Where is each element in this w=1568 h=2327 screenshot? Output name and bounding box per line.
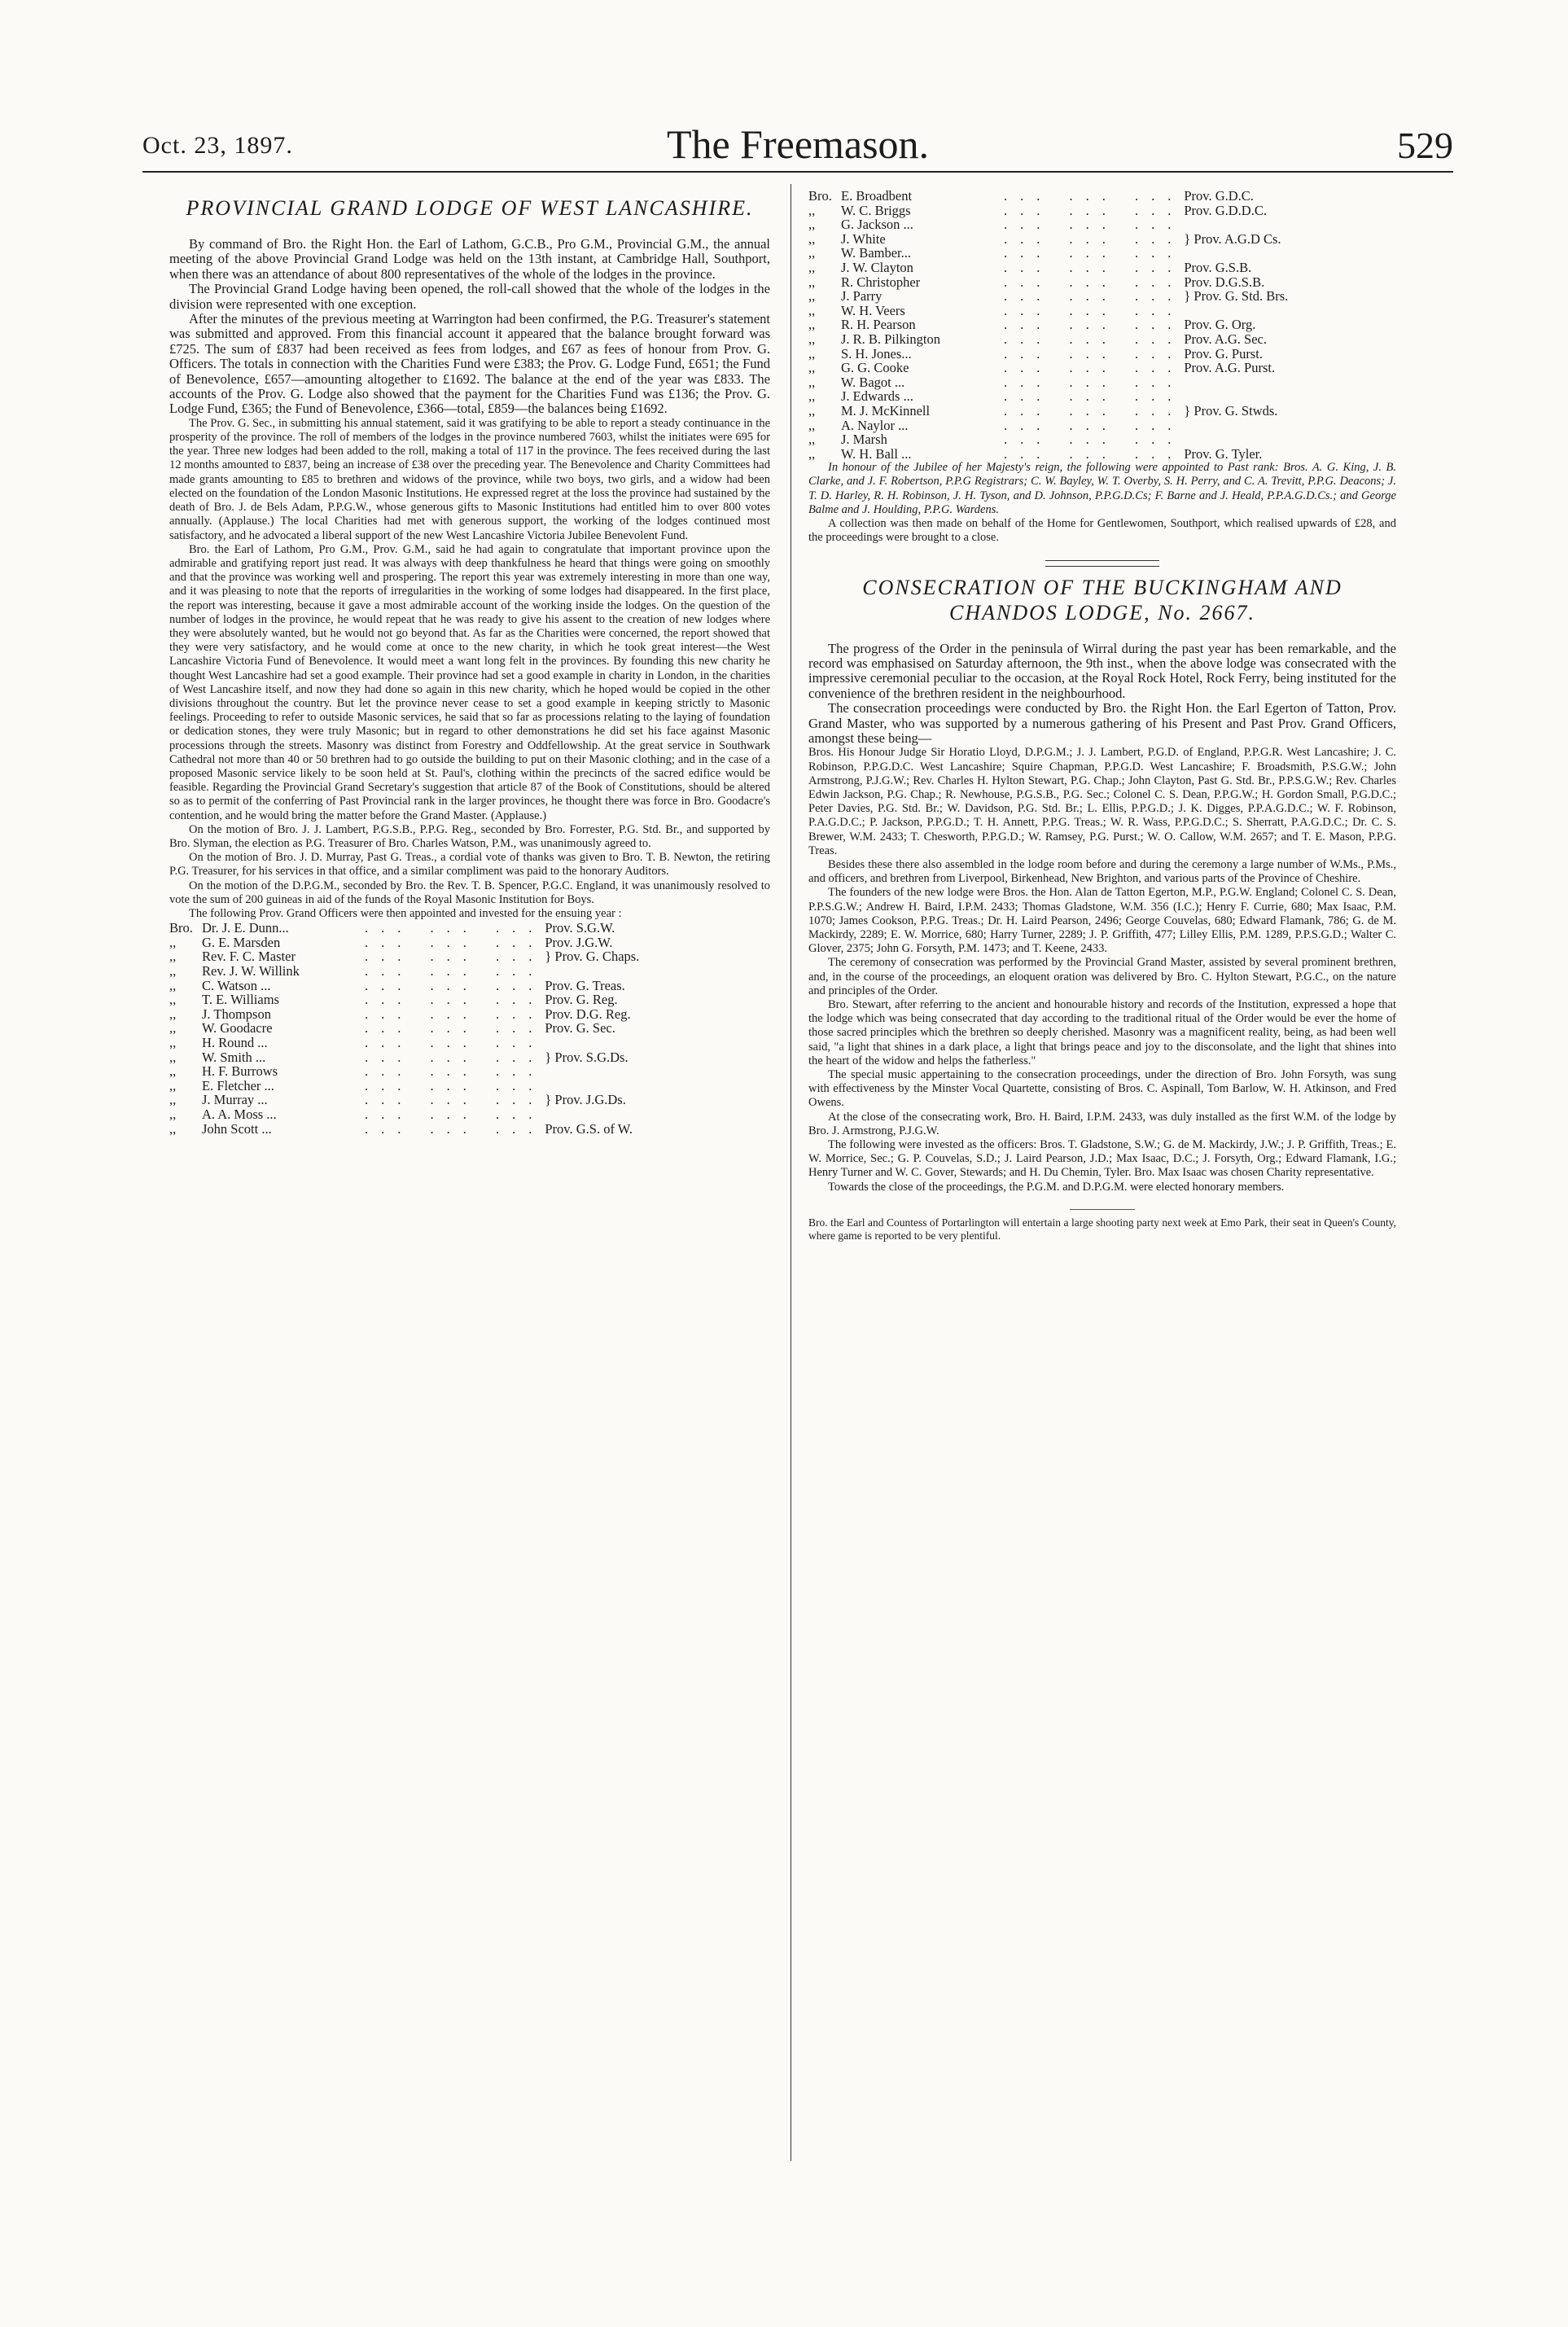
officer-row xyxy=(169,1064,770,1079)
officer-bro: ,, xyxy=(169,1020,177,1036)
officer-row xyxy=(169,1122,770,1137)
officer-bro: ,, xyxy=(808,245,816,261)
officer-bro: ,, xyxy=(808,274,816,290)
officer-bro: ,, xyxy=(169,977,177,993)
header-rule xyxy=(142,171,1453,173)
officer-office: } Prov. J.G.Ds. xyxy=(545,1092,626,1108)
officer-row xyxy=(169,1036,770,1050)
officer-row xyxy=(808,361,1396,375)
officer-name: H. F. Burrows xyxy=(202,1063,278,1080)
officer-office xyxy=(1184,246,1396,261)
officer-row xyxy=(169,979,770,993)
officer-leader: ... ... ... xyxy=(1004,230,1185,247)
officer-leader: ... ... ... xyxy=(1004,202,1185,218)
officer-name: W. Bamber... xyxy=(841,245,912,261)
officer-leader: ... ... ... xyxy=(1004,302,1185,318)
officer-bro: ,, xyxy=(808,374,816,390)
officer-office xyxy=(545,1107,770,1122)
officer-leader: ... ... ... xyxy=(365,1049,545,1065)
article-paragraph: Bro. Stewart, after referring to the ancient and honourable history and records of the Institution, expressed a hope that the lodge which was being consecrated that day according to the traditional ritual of the Order would be ever the home of those sacred principles which the brethren so deeply cherished. Masonry was a magnificent reality, being, as had been well said, "a light that shines in a dark place, a light that brings peace and joy to the disconsolate, and the light that shines into the heart of the widow and helps the fatherless." xyxy=(808,998,1396,1067)
officer-office xyxy=(545,1079,770,1093)
article-paragraph: Bro. the Earl of Lathom, Pro G.M., Prov. G.M., said he had again to congratulate that important province upon the admirable and gratifying report just read. It was always with deep thankfulness he heard that things were going on smoothly and that the province was working well and prospering. The report this year was extremely interesting in more than one way, and it was pleasing to note that the reports of irregularities in the working of some lodges had disappeared. In the first place, the report was interesting, because it gave a most admirable account of the working inside the lodges. On the question of the number of lodges in the province, he would repeat that he was ready to give his assent to the creation of new lodges where they were absolutely wanted, but he would not go beyond that. As far as the Charities were concerned, the report showed that they were very satisfactory, and he would come at once to the new charity, in which he took great interest—the West Lancashire Victoria Fund of Benevolence. It would meet a want long felt in the provinces. By founding this new charity he thought West Lancashire had set a good example. Their province had set a good example in charity in London, in the charities of West Lancashire itself, and now they had done so again in this new charity, which he hoped would be copied in the other divisions throughout the country. But let the province never cease to set a good example in keeping strictly to Masonic feelings. Proceeding to refer to outside Masonic services, he said that so far as processions relating to the laying of foundation or dedication stones, they were truly Masonic; but in regard to other demonstrations he did set his face against Masonic processions through the streets. Masonry was distinct from Forestry and Oddfellowship. At the great service in Southwark Cathedral not more than 40 or 50 brethren had to go outside the building to put on their Masonic clothing; and in the case of a proposed Masonic service likely to be soon held at St. Paul's, clothing within the precincts of the sacred edifice would be feasible. Regarding the Provincial Grand Secretary's suggestion that article 87 of the Book of Constitutions, should be altered so as to permit of the conferring of Past Provincial rank in the larger provinces, he thought there was force in Bro. Goodacre's contention, and he would bring the matter before the Grand Master. (Applause.) xyxy=(169,542,770,822)
officer-bro: Bro. xyxy=(808,188,832,204)
officer-leader: ... ... ... xyxy=(1004,432,1185,448)
officer-name: John Scott ... xyxy=(202,1120,272,1137)
officer-bro: ,, xyxy=(808,345,816,362)
officer-name: W. Smith ... xyxy=(202,1049,266,1065)
officer-leader: ... ... ... xyxy=(1004,331,1185,347)
officer-bro: ,, xyxy=(808,302,816,318)
officer-bro: ,, xyxy=(169,1063,177,1080)
article-paragraph: The special music appertaining to the consecration proceedings, under the direction of Bro. John Forsyth, was sung with effectiveness by the Minster Vocal Quartette, consisting of Bros. C. Aspinall, Tom Barlow, W. H. Atkinson, and Fred Owens. xyxy=(808,1068,1396,1110)
article-headline-consecration: CONSECRATION OF THE BUCKINGHAM AND CHANDOS LODGE, No. 2667. xyxy=(862,575,1342,624)
officer-bro: ,, xyxy=(808,230,816,247)
officer-row xyxy=(169,1107,770,1122)
officer-office: Prov. G. Treas. xyxy=(545,977,625,993)
officer-leader: ... ... ... xyxy=(365,1120,545,1137)
article-paragraph: Besides these there also assembled in the lodge room before and during the ceremony a large number of W.Ms., P.Ms., and officers, and brethren from Liverpool, Birkenhead, New Brighton, and various parts of the Province of Cheshire. xyxy=(808,857,1396,886)
officer-bro: ,, xyxy=(808,360,816,376)
officer-name: J. W. Clayton xyxy=(841,259,913,275)
officer-name: A. A. Moss ... xyxy=(202,1106,277,1122)
officer-leader: ... ... ... xyxy=(365,949,545,965)
right-column xyxy=(808,189,1396,1242)
officer-row xyxy=(169,1079,770,1093)
officer-office xyxy=(545,1036,770,1050)
officer-row xyxy=(808,189,1396,204)
officer-office: } Prov. G. Stwds. xyxy=(1184,402,1278,419)
officer-row xyxy=(169,1050,770,1065)
officer-bro: ,, xyxy=(808,432,816,448)
officer-leader: ... ... ... xyxy=(365,992,545,1008)
officer-row xyxy=(169,936,770,950)
officer-bro: ,, xyxy=(169,1049,177,1065)
officer-name: J. Parry xyxy=(841,288,883,305)
officer-office xyxy=(1184,419,1396,433)
officer-bro: ,, xyxy=(808,259,816,275)
officer-name: G. G. Cooke xyxy=(841,360,909,376)
officer-office: Prov. G. Reg. xyxy=(545,992,618,1008)
officer-office: Prov. G.D.C. xyxy=(1184,188,1254,204)
officer-bro: ,, xyxy=(169,934,177,950)
officer-row xyxy=(169,949,770,964)
officer-bro: ,, xyxy=(808,317,816,333)
officer-leader: ... ... ... xyxy=(1004,445,1185,462)
officer-row xyxy=(808,304,1396,318)
officer-office: Prov. G. Tyler. xyxy=(1184,445,1263,462)
officers-table-continued xyxy=(808,189,1396,461)
officer-leader: ... ... ... xyxy=(1004,317,1185,333)
officer-row xyxy=(808,318,1396,332)
officer-bro: ,, xyxy=(169,1006,177,1022)
article-paragraph: The Provincial Grand Lodge having been opened, the roll-call showed that the whole of the lodges in the division were represented with one exception. xyxy=(169,281,770,312)
officer-office: } Prov. S.G.Ds. xyxy=(545,1049,629,1065)
officer-office: } Prov. A.G.D Cs. xyxy=(1184,230,1281,247)
officer-bro: ,, xyxy=(808,288,816,305)
officer-office xyxy=(545,964,770,979)
officer-bro: ,, xyxy=(808,331,816,347)
officer-row xyxy=(169,1021,770,1036)
officer-name: J. Thompson xyxy=(202,1006,271,1022)
article-paragraph: The founders of the new lodge were Bros. the Hon. Alan de Tatton Egerton, M.P., P.G.W. England; Colonel C. S. Dean, P.P.S.G.W.; Andrew H. Baird, I.P.M. 2433; Thomas Gladstone, W.M. 356 (I.C.); Henry F. Currie, 680; Max Isaac, P.M. 1070; James Cookson, P.P.G. Treas.; Dr. H. Laird Pearson, 2496; George Couvelas, 680; Edward Flamank, 786; G. de M. Mackirdy, 2289; E. W. Morrice, 680; Harry Turner, 2289; J. P. Griffith, 477; Lilley Ellis, P.M. 1289, P.P.S.G.D.; Walter C. Glover, 2375; John G. Forsyth, P.M. 1473; and T. Keene, 2433. xyxy=(808,886,1396,956)
officer-bro: ,, xyxy=(169,949,177,965)
officer-name: E. Broadbent xyxy=(841,188,913,204)
officer-leader: ... ... ... xyxy=(365,934,545,950)
officer-leader: ... ... ... xyxy=(1004,259,1185,275)
officer-name: J. Edwards ... xyxy=(841,388,913,405)
article-paragraph: The Prov. G. Sec., in submitting his annual statement, said it was gratifying to be able to report a steady continuance in the prosperity of the province. The roll of members of the lodges in the province numbered 7603, whilst the initiates were 695 for the year. Three new lodges had been added to the roll, making a total of 117 in the province. The fees received during the last 12 months amounted to £837, being an increase of £38 over the preceding year. The Benevolence and Charity Committees had made grants amounting to £85 to brethren and widows of the province, while two boys, two girls, and a widow had been elected on the foundation of the London Masonic Institutions. He expressed regret at the loss the province had sustained by the death of Bro. J. de Bels Adam, P.P.G.W., whose generous gifts to Masonic Institutions had entitled him to over 800 votes annually. (Applause.) The local Charities had met with generous support, the working of the lodges continued most satisfactory, and he advocated a liberal support of the new West Lancashire Victoria Jubilee Benevolent Fund. xyxy=(169,416,770,542)
article-paragraph: The ceremony of consecration was performed by the Provincial Grand Master, assisted by several prominent brethren, and, in the course of the proceedings, an eloquent oration was delivered by Bro. C. Hylton Stewart, P.G.C., on the nature and principles of the Order. xyxy=(808,956,1396,997)
officer-row xyxy=(808,432,1396,447)
officer-office xyxy=(1184,375,1396,390)
officer-leader: ... ... ... xyxy=(365,1092,545,1108)
officer-office xyxy=(545,1064,770,1079)
officer-leader: ... ... ... xyxy=(1004,217,1185,233)
officer-office xyxy=(1184,432,1396,447)
article-paragraph: At the close of the consecrating work, Bro. H. Baird, I.P.M. 2433, was duly installed as the first W.M. of the lodge by Bro. J. Armstrong, P.J.G.W. xyxy=(808,1110,1396,1137)
officer-bro: Bro. xyxy=(169,920,193,936)
officer-bro: ,, xyxy=(169,1092,177,1108)
officer-office xyxy=(1184,304,1396,318)
article-paragraph: In honour of the Jubilee of her Majesty's reign, the following were appointed to Past rank: Bros. A. G. King, J. B. Clarke, and J. F. Robertson, P.P.G Registrars; C. W. Bayley, W. T. Overby, S. H. Perry, and C. A. Trevitt, P.P.G. Deacons; J. T. D. Harley, R. H. Robinson, J. H. Tyson, and D. Johnson, P.P.G.D.Cs; F. Barne and J. Heald, P.P.A.G.D.Cs.; and George Balme and J. Houlding, P.P.G. Wardens. xyxy=(808,461,1396,516)
officer-row xyxy=(808,332,1396,347)
officer-name: C. Watson ... xyxy=(202,977,271,993)
officer-office: Prov. S.G.W. xyxy=(545,920,615,936)
officer-leader: ... ... ... xyxy=(1004,388,1185,405)
officer-office xyxy=(1184,389,1396,404)
officer-leader: ... ... ... xyxy=(1004,374,1185,390)
officer-name: G. E. Marsden xyxy=(202,934,281,950)
officer-leader: ... ... ... xyxy=(365,977,545,993)
article-headline-provincial-grand-lodge: PROVINCIAL GRAND LODGE OF WEST LANCASHIRE. xyxy=(186,196,754,220)
officer-row xyxy=(808,232,1396,247)
officer-name: E. Fletcher ... xyxy=(202,1077,274,1093)
officer-leader: ... ... ... xyxy=(1004,360,1185,376)
officer-name: J. White xyxy=(841,230,886,247)
officer-bro: ,, xyxy=(808,417,816,433)
officer-bro: ,, xyxy=(808,445,816,462)
officer-bro: ,, xyxy=(169,962,177,979)
officer-leader: ... ... ... xyxy=(365,1006,545,1022)
attendees-list: Bros. His Honour Judge Sir Horatio Lloyd, D.P.G.M.; J. J. Lambert, P.G.D. of England, P.P.G.R. West Lancashire; J. C. Robinson, P.P.G.D.C. West Lancashire; Squire Chapman, P.P.G.D. West Lancashire; F. Broadsmith, P.S.G.W.; John Armstrong, P.J.G.W.; Rev. Charles H. Hylton Stewart, P.G. Chap.; John Clayton, Past G. Std. Br., P.P.S.G.W.; Rev. Charles Edwin Jackson, P.G. Chap.; R. Newhouse, P.G.S.B., P.G. Sec.; Colonel C. S. Dean, P.P.G.W.; H. Gordon Small, P.G.D.C.; Peter Davies, P.G. Std. Br.; W. Davidson, P.G. Std. Br.; L. Ellis, P.P.G.D.; J. K. Digges, P.P.A.G.D.C.; W. F. Robinson, P.A.G.D.C.; P. Jackson, P.P.G.D.; T. H. Annett, P.P.G. Treas.; W. R. Wass, P.P.G.D.C.; S. Sherratt, P.A.G.D.C.; Dr. C. S. Brewer, W.M. 2433; T. Chesworth, P.P.G.D.; W. Ramsey, P.G. Purst.; W. O. Callow, W.M. 2657; and T. E. Mason, P.P.G. Treas. xyxy=(808,746,1396,857)
officer-office xyxy=(1184,217,1396,232)
officer-office: } Prov. G. Std. Brs. xyxy=(1184,288,1289,305)
officer-leader: ... ... ... xyxy=(1004,274,1185,290)
officer-office: Prov. J.G.W. xyxy=(545,934,613,950)
officer-leader: ... ... ... xyxy=(1004,417,1185,433)
officer-office: Prov. A.G. Sec. xyxy=(1184,331,1267,347)
officer-name: Rev. J. W. Willink xyxy=(202,962,300,979)
officer-row xyxy=(808,289,1396,304)
officer-name: W. C. Briggs xyxy=(841,202,911,218)
officer-name: H. Round ... xyxy=(202,1034,268,1050)
officer-name: G. Jackson ... xyxy=(841,217,913,233)
officer-leader: ... ... ... xyxy=(1004,402,1185,419)
left-column xyxy=(169,189,770,1136)
officer-row xyxy=(808,404,1396,419)
officer-bro: ,, xyxy=(169,992,177,1008)
officer-bro: ,, xyxy=(169,1106,177,1122)
officer-name: W. Bagot ... xyxy=(841,374,905,390)
officer-name: W. Goodacre xyxy=(202,1020,273,1036)
officer-office: Prov. D.G.S.B. xyxy=(1184,274,1265,290)
officer-row xyxy=(169,1093,770,1107)
officer-bro: ,, xyxy=(808,202,816,218)
section-divider xyxy=(1045,560,1159,567)
officer-row xyxy=(169,1007,770,1022)
officer-leader: ... ... ... xyxy=(1004,188,1185,204)
officer-leader: ... ... ... xyxy=(1004,245,1185,261)
article-paragraph: On the motion of the D.P.G.M., seconded by Bro. the Rev. T. B. Spencer, P.G.C. England, it was unanimously resolved to vote the sum of 200 guineas in aid of the funds of the Royal Masonic Institution for Boys. xyxy=(169,879,770,906)
officer-row xyxy=(808,204,1396,218)
officer-leader: ... ... ... xyxy=(365,920,545,936)
officer-row xyxy=(808,389,1396,404)
officer-name: J. R. B. Pilkington xyxy=(841,331,940,347)
officer-leader: ... ... ... xyxy=(365,1106,545,1122)
officer-name: A. Naylor ... xyxy=(841,417,909,433)
officer-leader: ... ... ... xyxy=(1004,288,1185,305)
officer-row xyxy=(808,419,1396,433)
officer-bro: ,, xyxy=(808,388,816,405)
officer-bro: ,, xyxy=(808,402,816,419)
officer-row xyxy=(808,347,1396,362)
article-paragraph: The following were invested as the officers: Bros. T. Gladstone, S.W.; G. de M. Mackirdy, J.W.; J. P. Griffith, Treas.; E. W. Morrice, Sec.; G. P. Couvelas, S.D.; J. Laird Pearson, J.D.; Max Isaac, D.C.; J. Forsyth, Org.; Edward Flamank, I.G.; Henry Turner and W. C. Gover, Stewards; and H. Du Chemin, Tyler. Bro. Max Isaac was chosen Charity representative. xyxy=(808,1138,1396,1180)
officer-leader: ... ... ... xyxy=(365,1034,545,1050)
article-paragraph: On the motion of Bro. J. D. Murray, Past G. Treas., a cordial vote of thanks was given to Bro. T. B. Newton, the retiring P.G. Treasurer, for his services in that office, and a similar compliment was paid to the honorary Auditors. xyxy=(169,851,770,879)
article-paragraph: After the minutes of the previous meeting at Warrington had been confirmed, the P.G. Treasurer's statement was submitted and approved. From this financial account it appeared that the balance brought forward was £725. The sum of £837 had been received as fees from lodges, and £67 as fees of honour from Prov. G. Officers. The totals in connection with the Charities Fund were £383; the Prov. G. Lodge Fund, £651; the Fund of Benevolence, £657—amounting altogether to £1692. The balance at the end of the year was £833. The accounts of the Prov. G. Lodge also showed that the payment for the Charities Fund was £136; the Prov. G. Lodge Fund, £365; the Fund of Benevolence, £366—total, £859—the balances being £1692. xyxy=(169,311,770,417)
officer-office: Prov. G. Org. xyxy=(1184,317,1256,333)
page-number: 529 xyxy=(1397,125,1453,166)
officer-name: S. H. Jones... xyxy=(841,345,912,362)
officer-office: Prov. G.S.B. xyxy=(1184,259,1252,275)
article-paragraph: The progress of the Order in the peninsula of Wirral during the past year has been remarkable, and the record was emphasised on Saturday afternoon, the 9th inst., when the above lodge was consecrated with the impressive ceremonial peculiar to the occasion, at the Royal Rock Hotel, Rock Ferry, being instituted for the convenience of the brethren resident in the neighbourhood. xyxy=(808,640,1396,701)
officer-bro: ,, xyxy=(808,217,816,233)
officer-office: Prov. G.D.D.C. xyxy=(1184,202,1267,218)
masthead xyxy=(142,121,1453,169)
officer-row xyxy=(808,447,1396,462)
article-paragraph: On the motion of Bro. J. J. Lambert, P.G.S.B., P.P.G. Reg., seconded by Bro. Forrester, P.G. Std. Br., and supported by Bro. Slyman, the election as P.G. Treasurer of Bro. Charles Watson, P.M., was unanimously agreed to. xyxy=(169,822,770,850)
officer-office: Prov. G.S. of W. xyxy=(545,1120,633,1137)
officer-name: W. H. Ball ... xyxy=(841,445,912,462)
officer-name: R. Christopher xyxy=(841,274,921,290)
officer-bro: ,, xyxy=(169,1034,177,1050)
officer-name: R. H. Pearson xyxy=(841,317,916,333)
officer-row xyxy=(169,993,770,1007)
officer-name: W. H. Veers xyxy=(841,302,905,318)
officer-row xyxy=(169,964,770,979)
officer-bro: ,, xyxy=(169,1077,177,1093)
officer-row xyxy=(808,246,1396,261)
officer-row xyxy=(808,375,1396,390)
article-paragraph: By command of Bro. the Right Hon. the Earl of Lathom, G.C.B., Pro G.M., Provincial G.M., the annual meeting of the above Provincial Grand Lodge was held on the 13th instant, at Cambridge Hall, Southport, when there was an attendance of about 800 representatives of the whole of the lodges in the province. xyxy=(169,236,770,282)
officer-office: Prov. G. Purst. xyxy=(1184,345,1263,362)
officer-office: Prov. A.G. Purst. xyxy=(1184,360,1276,376)
officer-bro: ,, xyxy=(169,1120,177,1137)
newspaper-title: The Freemason. xyxy=(666,121,930,167)
note-divider xyxy=(1070,1209,1135,1210)
officer-name: Rev. F. C. Master xyxy=(202,949,296,965)
article-paragraph: The consecration proceedings were conducted by Bro. the Right Hon. the Earl Egerton of Tatton, Prov. Grand Master, who was supported by a numerous gathering of his Present and Past Prov. Grand Officers, amongst these being— xyxy=(808,700,1396,746)
officer-leader: ... ... ... xyxy=(365,1020,545,1036)
officer-office: Prov. G. Sec. xyxy=(545,1020,615,1036)
officer-leader: ... ... ... xyxy=(1004,345,1185,362)
officer-row xyxy=(808,261,1396,275)
officer-name: T. E. Williams xyxy=(202,992,279,1008)
officer-name: J. Marsh xyxy=(841,432,887,448)
officer-name: Dr. J. E. Dunn... xyxy=(202,920,289,936)
officer-row xyxy=(169,921,770,936)
officer-office: } Prov. G. Chaps. xyxy=(545,949,640,965)
officers-table xyxy=(169,921,770,1136)
officer-office: Prov. D.G. Reg. xyxy=(545,1006,631,1022)
article-paragraph: The following Prov. Grand Officers were then appointed and invested for the ensuing year : xyxy=(189,906,622,920)
officer-row xyxy=(808,275,1396,290)
article-paragraph: Towards the close of the proceedings, the P.G.M. and D.P.G.M. were elected honorary members. xyxy=(828,1180,1285,1194)
officer-leader: ... ... ... xyxy=(365,1077,545,1093)
officer-leader: ... ... ... xyxy=(365,962,545,979)
officer-name: J. Murray ... xyxy=(202,1092,268,1108)
article-paragraph: A collection was then made on behalf of the Home for Gentlewomen, Southport, which realised upwards of £28, and the proceedings were brought to a close. xyxy=(808,517,1396,545)
officer-row xyxy=(808,217,1396,232)
issue-date: Oct. 23, 1897. xyxy=(142,132,293,159)
officer-leader: ... ... ... xyxy=(365,1063,545,1080)
officer-name: M. J. McKinnell xyxy=(841,402,931,419)
news-note: Bro. the Earl and Countess of Portarlington will entertain a large shooting party next week at Emo Park, their seat in Queen's County, where game is reported to be very plentiful. xyxy=(808,1216,1396,1242)
